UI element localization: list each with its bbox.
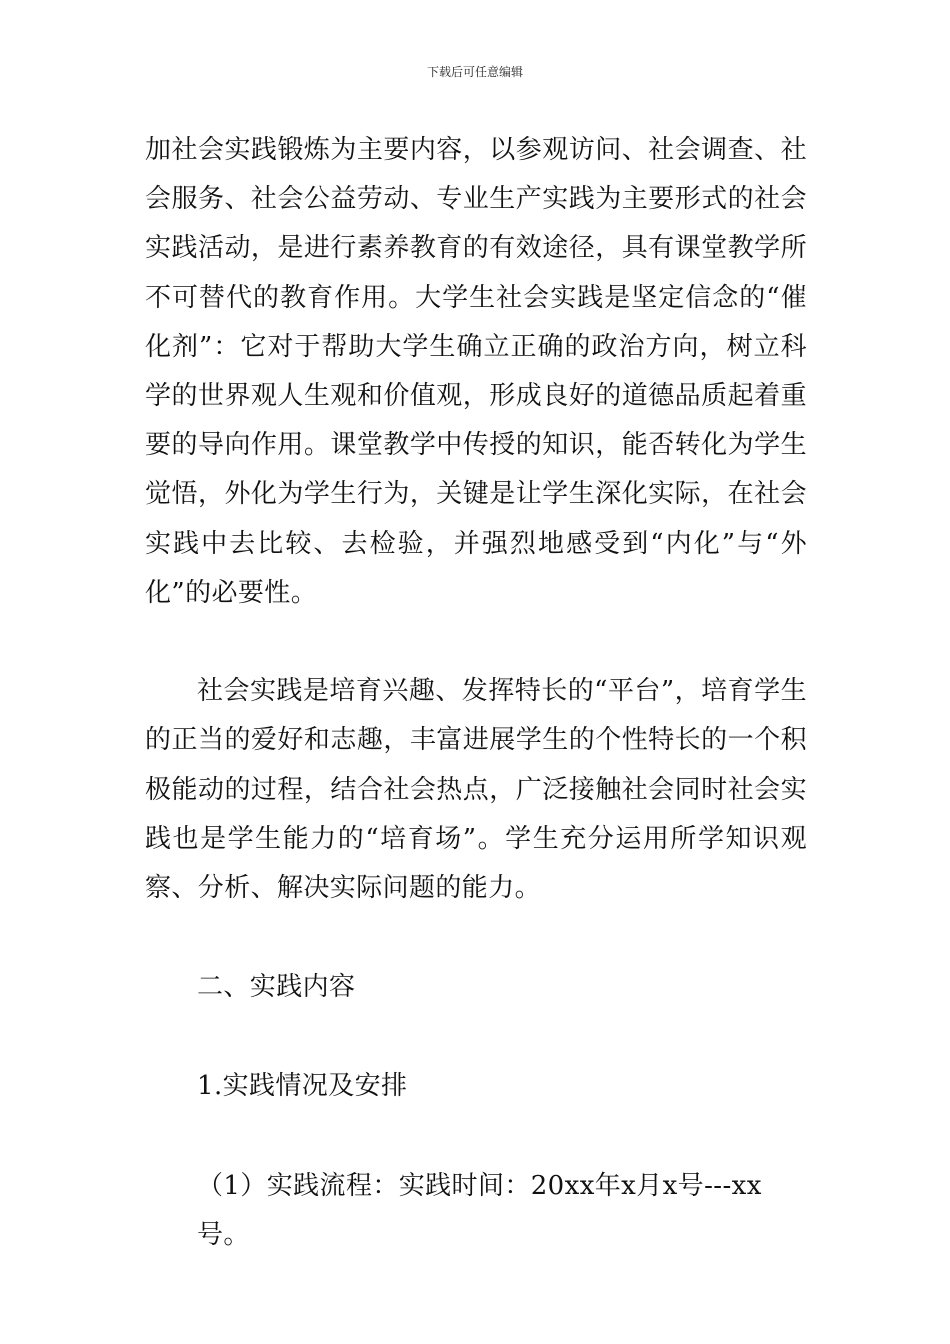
body-paragraph: 社会实践是培育兴趣、发挥特长的“平台”，培育学生的正当的爱好和志趣，丰富进展学生的个性特长的一个积极能动的过程，结合社会热点，广泛接触社会同时社会实践也是学生能力的“培育场”。学生充分运用所学知识观察、分析、解决实际问题的能力。 — [145, 676, 807, 904]
subsection-heading: 1.实践情况及安排 — [197, 1071, 408, 1102]
body-paragraph: 加社会实践锻炼为主要内容，以参观访问、社会调查、社会服务、社会公益劳动、专业生产实践为主要形式的社会实践活动，是进行素养教育的有效途径，具有课堂教学所不可替代的教育作用。大学生社会实践是坚定信念的“催化剂”：它对于帮助大学生确立正确的政治方向，树立科学的世界观人生观和价值观，形成良好的道德品质起着重要的导向作用。课堂教学中传授的知识，能否转化为学生觉悟，外化为学生行为，关键是让学生深化实际，在社会实践中去比较、去检验，并强烈地感受到“内化”与“外化”的必要性。 — [145, 135, 807, 608]
page-header: 下载后可任意编辑 — [426, 65, 523, 79]
document-body — [145, 126, 807, 1260]
section-heading: 二、实践内容 — [197, 972, 356, 1003]
list-item: （1）实践流程：实践时间：20xx年x月x号---xx号。 — [197, 1170, 762, 1250]
